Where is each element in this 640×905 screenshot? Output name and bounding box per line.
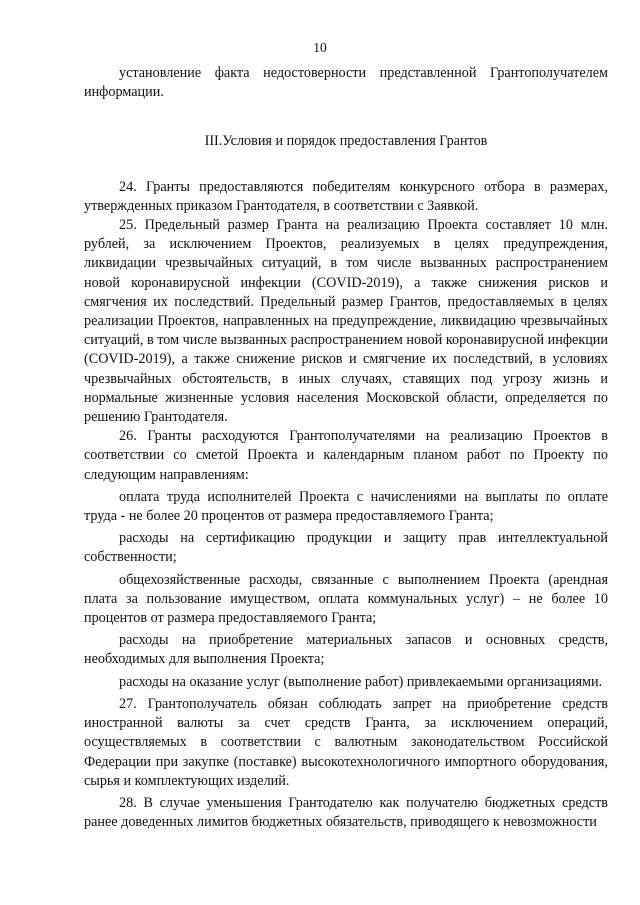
- list-item-labor: оплата труда исполнителей Проекта с начислениями на выплаты по оплате труда - не более 20 процентов от размера предоставляемого Гранта;: [84, 488, 608, 525]
- paragraph-24: 24. Гранты предоставляются победителям конкурсного отбора в размерах, утвержденных приказом Грантодателя, в соответствии с Заявкой.: [84, 178, 608, 214]
- intro-paragraph: установление факта недостоверности представленной Грантополучателем информации.: [84, 65, 608, 101]
- section-title: III.Условия и порядок предоставления Грантов: [204, 133, 488, 150]
- list-item-services: расходы на оказание услуг (выполнение работ) привлекаемыми организациями.: [119, 673, 603, 690]
- paragraph-28: 28. В случае уменьшения Грантодателю как получателю бюджетных средств ранее доведенных лимитов бюджетных обязательств, приводящего к невозможности: [84, 794, 608, 831]
- list-item-general-expenses: общехозяйственные расходы, связанные с выполнением Проекта (арендная плата за пользование имуществом, оплата коммунальных услуг) – не более 10 процентов от размера предоставляемого Гранта;: [84, 571, 608, 627]
- list-item-certification: расходы на сертификацию продукции и защиту прав интеллектуальной собственности;: [84, 530, 608, 566]
- list-item-materials: расходы на приобретение материальных запасов и основных средств, необходимых для выполнения Проекта;: [84, 632, 608, 668]
- page-number: 10: [313, 40, 327, 55]
- document-body: [84, 64, 608, 832]
- paragraph-27: 27. Грантополучатель обязан соблюдать запрет на приобретение средств иностранной валюты за счет средств Гранта, за исключением операций, осуществляемых в соответствии с валютным законодательством Российской Федерации при закупке (поставке) высокотехнологичного импортного оборудования, сырья и комплектующих изделий.: [84, 695, 608, 789]
- paragraph-26: 26. Гранты расходуются Грантополучателями на реализацию Проектов в соответствии со сметой Проекта и календарным планом работ по Проекту по следующим направлениям:: [84, 428, 608, 483]
- paragraph-25: 25. Предельный размер Гранта на реализацию Проекта составляет 10 млн. рублей, за исключением Проектов, реализуемых в целях предупреждения, ликвидации чрезвычайных ситуаций, в том числе вызванных распространением новой коронавирусной инфекции (COVID-2019), а также снижения рисков и смягчения их последствий. Предельный размер Грантов, предоставляемых в целях реализации Проектов, направленных на предупреждение, ликвидацию чрезвычайных ситуаций, в том числе вызванных распространением новой коронавирусной инфекции (COVID-2019), а также снижение рисков и смягчение их последствий, в условиях чрезвычайных обстоятельств, в иных случаях, ставящих под угрозу жизнь и нормальные жизненные условия населения Московской области, определяется по решению Грантодателя.: [84, 217, 608, 426]
